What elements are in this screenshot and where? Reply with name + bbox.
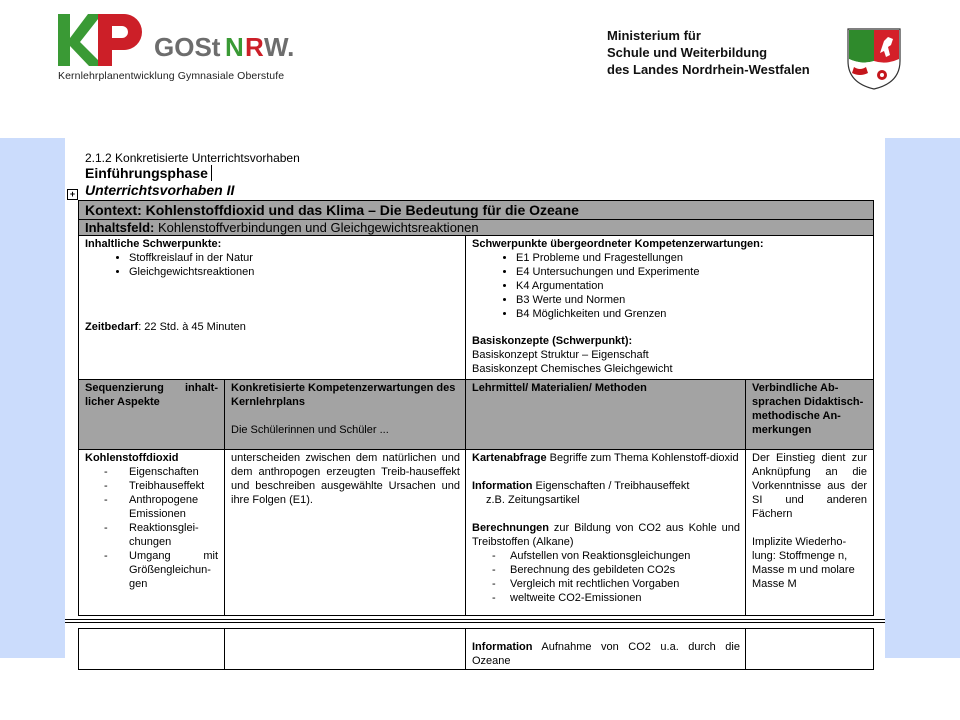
time-value: : 22 Std. à 45 Minuten	[138, 321, 246, 333]
svg-text:N: N	[225, 32, 244, 62]
svg-text:GOSt: GOSt	[154, 32, 221, 62]
material-entry	[472, 451, 740, 465]
list-item: • E4 Untersuchungen und Experimente	[516, 265, 867, 279]
sequencing-cell	[79, 450, 224, 615]
competence-focus-cell	[466, 236, 873, 379]
time-requirement	[85, 320, 246, 334]
list-item: • E1 Probleme und Fragestellungen	[516, 251, 867, 265]
column-header-row	[78, 379, 874, 450]
basis-concepts-heading: Basiskonzepte (Schwerpunkt):	[472, 335, 633, 347]
context-row	[78, 200, 874, 220]
ministry-name	[607, 27, 810, 78]
svg-text:W.: W.	[264, 32, 295, 62]
list-item: - weltweite CO2-Emissionen	[472, 591, 740, 605]
table-row	[78, 628, 874, 670]
content-focus-list	[85, 251, 460, 279]
content-field-row	[78, 219, 874, 236]
ministry-line: Schule und Weiterbildung	[607, 45, 768, 60]
material-subtext: z.B. Zeitungsartikel	[486, 494, 580, 506]
column-divider	[224, 629, 225, 669]
list-item: - Reaktionsglei-chungen	[85, 521, 218, 549]
col-head-competences-title: Konkretisierte Kompetenzerwartungen des Kernlehrplans	[231, 382, 456, 408]
col-head-competences	[225, 380, 466, 449]
content-focus-cell	[79, 236, 466, 379]
sequencing-list	[85, 465, 218, 591]
phase-title: Einführungsphase	[85, 165, 208, 181]
material-text: Begriffe zum Thema Kohlenstoff-dioxid	[546, 452, 739, 464]
sequencing-title: Kohlenstoffdioxid	[85, 452, 179, 464]
list-item: • B3 Werte und Normen	[516, 293, 867, 307]
competence-focus-list	[472, 251, 867, 321]
agreement-text: Der Einstieg dient zur Anknüpfung an die Vorkenntnisse aus der SI und anderen Fächern	[752, 452, 867, 520]
phase-heading	[85, 165, 212, 181]
agreement-text: Implizite Wiederho-lung: Stoffmenge n, Masse m und molare Masse M	[752, 536, 855, 590]
materials-cell	[466, 450, 746, 615]
list-item: • K4 Argumentation	[516, 279, 867, 293]
nrw-coat-of-arms-icon	[846, 27, 902, 91]
material-label: Information	[472, 641, 533, 653]
col-head-materials: Lehrmittel/ Materialien/ Methoden	[472, 382, 647, 394]
context-text: Kontext: Kohlenstoffdioxid und das Klima – Die Bedeutung für die Ozeane	[85, 202, 579, 218]
material-text: Eigenschaften / Treibhauseffekt	[532, 480, 690, 492]
competence-cell: unterscheiden zwischen dem natürlichen und dem anthropogen erzeugten Treib-hauseffekt und beschreiben ausgewählte Ursachen und ihre Folgen (E1).	[231, 452, 460, 506]
content-focus-heading: Inhaltliche Schwerpunkte:	[85, 238, 222, 250]
basis-concept: Basiskonzept Chemisches Gleichgewicht	[472, 363, 673, 375]
page-break-line	[65, 619, 885, 620]
material-entry	[472, 479, 740, 493]
list-item: • Gleichgewichtsreaktionen	[129, 265, 460, 279]
list-item: • Stoffkreislauf in der Natur	[129, 251, 460, 265]
ministry-line: des Landes Nordrhein-Westfalen	[607, 62, 810, 77]
col-head-agreements: Verbindliche Ab-sprachen Didaktisch-methodische An-merkungen	[752, 382, 864, 436]
table-move-handle-icon[interactable]: +	[67, 189, 78, 200]
competence-focus-heading: Schwerpunkte übergeordneter Kompetenzerwartungen:	[472, 238, 764, 250]
content-field-value: Kohlenstoffverbindungen und Gleichgewichtsreaktionen	[157, 220, 479, 235]
material-label: Information	[472, 480, 533, 492]
list-item: - Treibhauseffekt	[85, 479, 218, 493]
calculation-list	[472, 549, 740, 605]
text-cursor	[211, 165, 213, 181]
svg-text:R: R	[245, 32, 264, 62]
material-label: Kartenabfrage	[472, 452, 547, 464]
material-label: Berechnungen	[472, 522, 550, 534]
list-item: - Vergleich mit rechtlichen Vorgaben	[472, 577, 740, 591]
content-field	[79, 220, 873, 235]
agreements-cell	[746, 450, 873, 615]
list-item: - Aufstellen von Reaktionsgleichungen	[472, 549, 740, 563]
page-break-line	[65, 622, 885, 623]
content-field-label: Inhaltsfeld:	[85, 220, 155, 235]
list-item: - Eigenschaften	[85, 465, 218, 479]
basis-concept: Basiskonzept Struktur – Eigenschaft	[472, 349, 649, 361]
material-text: zur Bildung von CO2 aus Kohle und Treibstoffen (Alkane)	[472, 522, 740, 548]
section-heading: 2.1.2 Konkretisierte Unterrichtsvorhaben	[85, 151, 300, 165]
table-row	[78, 449, 874, 616]
col-head-competences-sub: Die Schülerinnen und Schüler ...	[231, 424, 389, 436]
list-item: - Berechnung des gebildeten CO2s	[472, 563, 740, 577]
column-divider	[745, 629, 746, 669]
list-item: - Umgang mit Größengleichun-gen	[85, 549, 218, 591]
list-item: • B4 Möglichkeiten und Grenzen	[516, 307, 867, 321]
material-text: Aufnahme von CO2 u.a. durch die Ozeane	[472, 641, 740, 667]
time-label: Zeitbedarf	[85, 321, 139, 333]
materials-cell	[466, 629, 746, 669]
material-entry	[472, 521, 740, 549]
teaching-unit-title: Unterrichtsvorhaben II	[85, 182, 235, 198]
col-head-sequencing: Sequenzierung inhalt-licher Aspekte	[85, 382, 218, 408]
ministry-line: Ministerium für	[607, 28, 701, 43]
focus-row	[78, 235, 874, 380]
list-item: - Anthropogene Emissionen	[85, 493, 218, 521]
logo-subtitle: Kernlehrplanentwicklung Gymnasiale Oberstufe	[58, 70, 285, 82]
